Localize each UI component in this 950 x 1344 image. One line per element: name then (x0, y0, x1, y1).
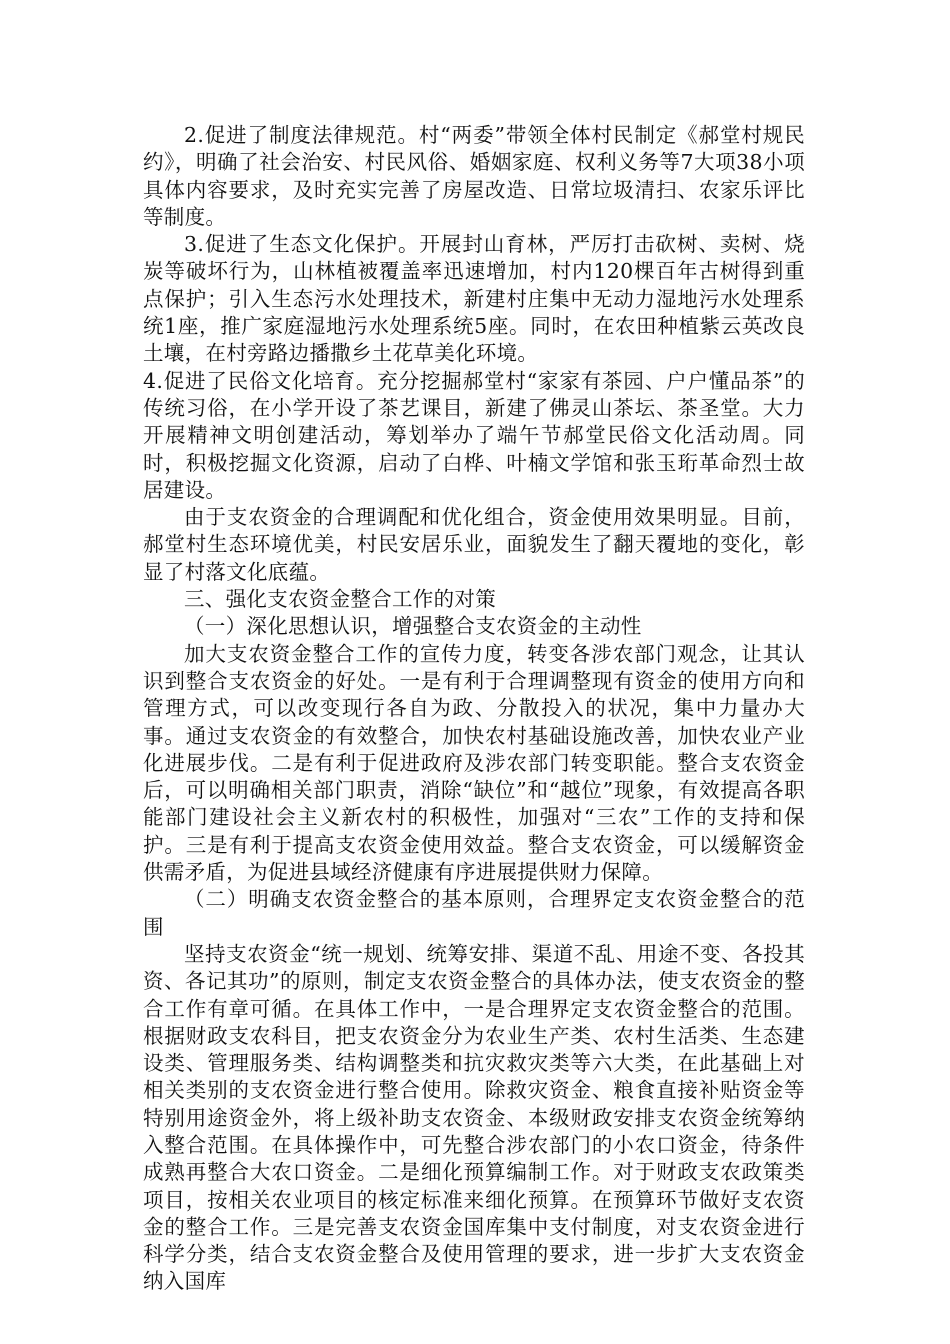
paragraph-summary: 由于支农资金的合理调配和优化组合，资金使用效果明显。目前，郝堂村生态环境优美，村民安居乐业，面貌发生了翻天覆地的变化，彰显了村落文化底蕴。 (143, 505, 805, 584)
subheading-2: （二）明确支农资金整合的基本原则，合理界定支农资金整合的范围 (143, 887, 805, 939)
paragraph-regulation: 2.促进了制度法律规范。村“两委”带领全体村民制定《郝堂村规民约》，明确了社会治安、村民风俗、婚姻家庭、权利义务等7大项38小项具体内容要求，及时充实完善了房屋改造、日常垃圾清扫、农家乐评比等制度。 (143, 123, 805, 229)
paragraph-ecology: 3.促进了生态文化保护。开展封山育林，严厉打击砍树、卖树、烧炭等破坏行为，山林植被覆盖率迅速增加，村内120棵百年古树得到重点保护；引入生态污水处理技术，新建村庄集中无动力湿地污水处理系统1座，推广家庭湿地污水处理系统5座。同时，在农田种植紫云英改良土壤，在村旁路边播撒乡土花草美化环境。 (143, 232, 805, 366)
paragraph-awareness: 加大支农资金整合工作的宣传力度，转变各涉农部门观念，让其认识到整合支农资金的好处。一是有利于合理调整现有资金的使用方向和管理方式，可以改变现行各自为政、分散投入的状况，集中力量办大事。通过支农资金的有效整合，加快农村基础设施改善，加快农业产业化进展步伐。二是有利于促进政府及涉农部门转变职能。整合支农资金后，可以明确相关部门职责，消除“缺位”和“越位”现象，有效提高各职能部门建设社会主义新农村的积极性，加强对“三农”工作的支持和保护。三是有利于提高支农资金使用效益。整合支农资金，可以缓解资金供需矛盾，为促进县域经济健康有序进展提供财力保障。 (143, 641, 805, 885)
document-body (143, 122, 805, 1296)
section-heading-countermeasures: 三、强化支农资金整合工作的对策 (184, 587, 496, 612)
paragraph-principles: 坚持支农资金“统一规划、统筹安排、渠道不乱、用途不变、各投其资、各记其功”的原则，制定支农资金整合的具体办法，使支农资金的整合工作有章可循。在具体工作中，一是合理界定支农资金整合的范围。根据财政支农科目，把支农资金分为农业生产类、农村生活类、生态建设类、管理服务类、结构调整类和抗灾救灾类等六大类，在此基础上对相关类别的支农资金进行整合使用。除救灾资金、粮食直接补贴资金等特别用途资金外，将上级补助支农资金、本级财政安排支农资金统筹纳入整合范围。在具体操作中，可先整合涉农部门的小农口资金，待条件成熟再整合大农口资金。二是细化预算编制工作。对于财政支农政策类项目，按相关农业项目的核定标准来细化预算。在预算环节做好支农资金的整合工作。三是完善支农资金国库集中支付制度，对支农资金进行科学分类，结合支农资金整合及使用管理的要求，进一步扩大支农资金纳入国库 (143, 941, 805, 1294)
subheading-1: （一）深化思想认识，增强整合支农资金的主动性 (184, 614, 642, 639)
paragraph-folk-culture: 4.促进了民俗文化培育。充分挖掘郝堂村“家家有茶园、户户懂品茶”的传统习俗，在小学开设了茶艺课目，新建了佛灵山茶坛、茶圣堂。大力开展精神文明创建活动，筹划举办了端午节郝堂民俗文化活动周。同时，积极挖掘文化资源，启动了白桦、叶楠文学馆和张玉珩革命烈士故居建设。 (143, 368, 805, 502)
